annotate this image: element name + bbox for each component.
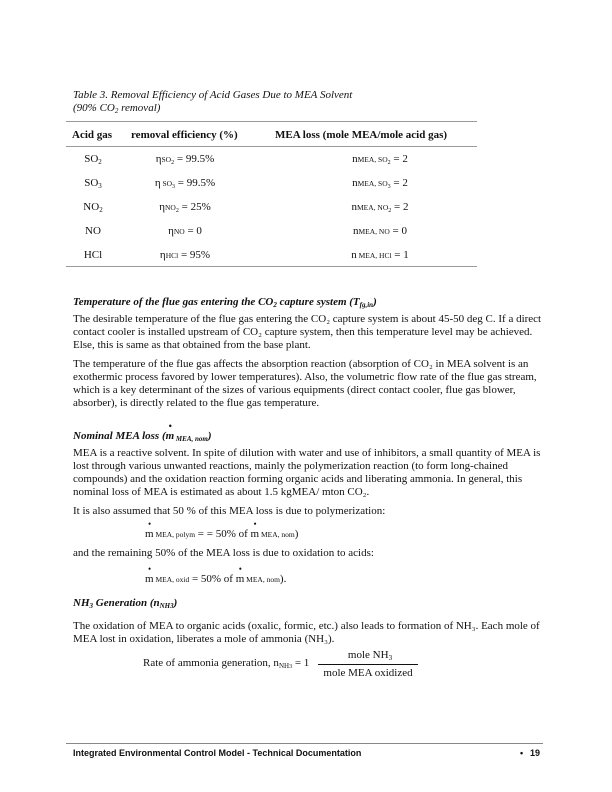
header-mea-loss: MEA loss (mole MEA/mole acid gas) [275, 129, 448, 141]
section-heading-nominal-mea-loss: Nominal MEA loss (• m $_{MEA, nom}$) [73, 430, 212, 443]
paragraph: and the remaining 50% of the MEA loss is due to oxidation to acids: [73, 547, 374, 559]
table-cell-mea-loss: n MEA, HCl = 1 [351, 249, 409, 261]
header-removal-efficiency: removal efficiency (%) [131, 129, 238, 141]
table-cell-acid-gas: HCl [83, 249, 103, 261]
header-acid-gas: Acid gas [72, 129, 113, 141]
table-caption [73, 89, 352, 118]
equation-mea-polymerization: • m MEA, polym = = 50% of • m MEA, nom) [145, 528, 298, 540]
equation-mea-oxidation: • m MEA, oxid = 50% of • m MEA, nom). [145, 573, 286, 585]
table-top-rule [66, 121, 477, 122]
table-cell-acid-gas: $SO_3$ [84, 177, 102, 190]
table-cell-acid-gas: $NO_2$ [83, 201, 103, 214]
table-cell-acid-gas: NO [85, 225, 101, 237]
table-caption-line2: (90% $CO_2$ removal) [73, 102, 161, 115]
table-cell-removal-efficiency: ηHCl = 95% [159, 249, 211, 261]
table-cell-mea-loss: nMEA, $NO_2 = 2$ [351, 201, 409, 214]
footer-title: Integrated Environmental Control Model - Technical Documentation [73, 748, 362, 758]
section-heading-flue-gas-temperature: Temperature of the flue gas entering the $CO_2$ capture system $(T_{fg,in})$ [73, 296, 377, 309]
table-cell-removal-efficiency: ηNO = 0 [168, 225, 202, 237]
equation-ammonia-rate: Rate of ammonia generation, $n_{NH3} = 1$ [143, 657, 310, 670]
page-number: 19 [530, 748, 541, 758]
paragraph: The oxidation of MEA to organic acids (oxalic, formic, etc.) also leads to formation of NH₃. Each mole of MEA lost in oxidation, liberates a mole of ammonia (NH₃). [73, 620, 540, 645]
paragraph: It is also assumed that 50 % of this MEA loss is due to polymerization: [73, 505, 386, 517]
paragraph: MEA is a reactive solvent. In spite of dilution with water and use of inhibitors, a small quantity of MEA is lost through various unwanted reactions, mainly the polymerization reaction (to form long-chained compounds) and the oxidation reaction forming organic acids and liberating ammonia. In general, this nominal loss of MEA is estimated as about 1.5 kgMEA/ mton CO₂. [73, 447, 541, 498]
table-cell-removal-efficiency: ηNO$_2$ = 25% [159, 201, 211, 214]
paragraph: The temperature of the flue gas affects the absorption reaction (absorption of CO₂ in MEA solvent is an exothermic process favored by lower temperatures). Also, the volumetric flow rate of the flue gas stream, which is a key determinant of the sizes of various equipments (direct contact cooler, flue gas blower, absorber), is directly related to the flue gas temperature. [73, 358, 537, 409]
table-bottom-rule [66, 266, 477, 267]
section-heading-nh3-generation: $NH_3$ Generation $(n_{NH3})$ [73, 597, 178, 610]
table-caption-line1: Table 3. Removal Efficiency of Acid Gases Due to MEA Solvent [73, 89, 353, 101]
table-cell-acid-gas: $SO_2$ [84, 153, 102, 166]
table-cell-mea-loss: nMEA, NO = 0 [353, 225, 407, 237]
table-cell-removal-efficiency: ηSO$_2$ = 99.5% [155, 153, 215, 166]
paragraph: The desirable temperature of the flue gas entering the CO₂ capture system is about 45-50 deg C. If a direct contact cooler is installed upstream of CO₂ capture system, then this temperature level may be achieved. Else, this is same as that obtained from the base plant. [73, 313, 542, 351]
footer-rule [66, 743, 543, 744]
table-header-rule [66, 146, 477, 147]
footer-bullet: • [520, 748, 524, 758]
table-cell-mea-loss: nMEA, $SO_2 = 2$ [352, 153, 408, 166]
table-cell-removal-efficiency: η $SO_3 = 99.5\%$ [154, 177, 216, 190]
fraction-bar [318, 664, 418, 665]
fraction-numerator: mole $NH_3$ [347, 649, 393, 662]
table-cell-mea-loss: nMEA, $SO_3 = 2$ [352, 177, 408, 190]
fraction-denominator: mole MEA oxidized [323, 667, 413, 679]
